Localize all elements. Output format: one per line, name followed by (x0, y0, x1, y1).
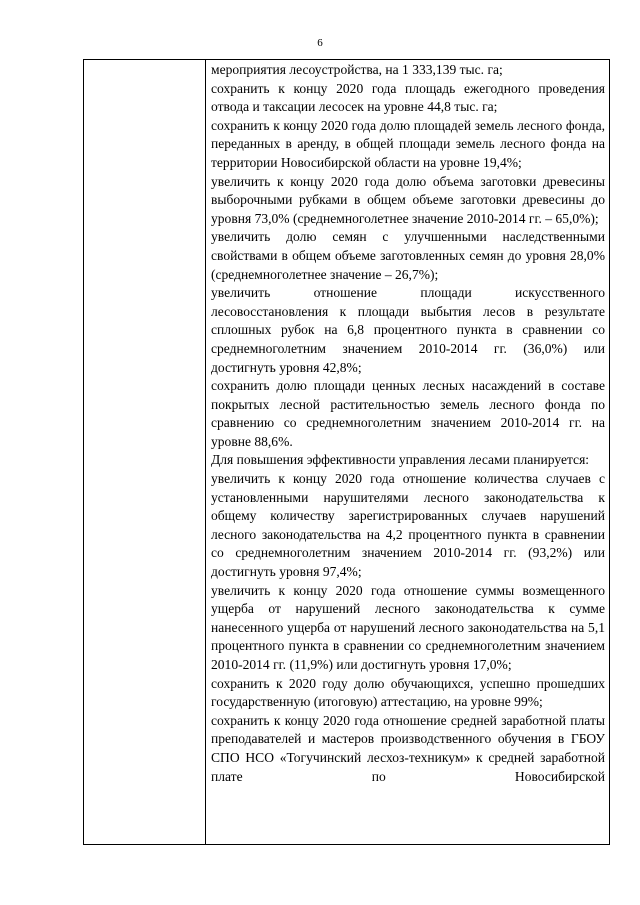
paragraph-damage-compensation: увеличить к концу 2020 года отношение суммы возмещенного ущерба от нарушений лесного законодательства к сумме нанесенного ущерба от нарушений лесного законодательства на 5,1 процентного пункта в сравнении со среднемноголетним значением 2010-2014 гг. (11,9%) или достигнуть уровня 17,0%; (211, 582, 605, 672)
paragraph-valuable-stands: сохранить долю площади ценных лесных насаждений в составе покрытых лесной растительностью земель лесного фонда по сравнению со среднемноголетним значением 2010-2014 гг. на уровне 88,6%. (211, 378, 605, 449)
table-right-cell (206, 60, 609, 844)
paragraph-teacher-salary: сохранить к концу 2020 года отношение средней заработной платы преподавателей и мастеров производственного обучения в ГБОУ СПО НСО «Тогучинский лесхоз-техникум» к средней заработной плате по Новосибирской (211, 712, 605, 784)
paragraph-students-attestation: сохранить к 2020 году долю обучающихся, успешно прошедших государственную (итоговую) аттестацию, на уровне 99%; (211, 675, 605, 710)
paragraph-violation-cases: увеличить к концу 2020 года отношение количества случаев с установленными нарушителями лесного законодательства к общему количеству зарегистрированных случаев нарушений лесного законодательства на 4,2 процентного пункта в сравнении со среднемноголетним значением 2010-2014 гг. (93,2%) или достигнуть уровня 97,4%; (211, 471, 605, 580)
table-left-cell (84, 60, 206, 844)
paragraph-improved-seeds: увеличить долю семян с улучшенными наследственными свойствами в общем объеме заготовленных семян до уровня 28,0% (среднемноголетнее значение – 26,7%); (211, 229, 605, 282)
page-number: 6 (317, 37, 323, 49)
paragraph-selective-logging: увеличить к концу 2020 года долю объема заготовки древесины выборочными рубками в общем объеме заготовки древесины до уровня 73,0% (среднемноголетнее значение 2010-2014 гг. – 65,0%); (211, 173, 605, 226)
paragraph-management-heading: Для повышения эффективности управления лесами планируется: (211, 452, 590, 468)
program-table (83, 59, 610, 845)
paragraph-logging-area: сохранить к концу 2020 года площадь ежегодного проведения отвода и таксации лесосек на уровне 44,8 тыс. га; (211, 80, 605, 115)
paragraph-reforestation: увеличить отношение площади искусственного лесовосстановления к площади выбытия лесов в результате сплошных рубок на 6,8 процентного пункта в сравнении со среднемноголетним значением 2010-2014 гг. (36,0%) или достигнуть уровня 42,8%; (211, 285, 605, 375)
paragraph-forest-management: мероприятия лесоустройства, на 1 333,139 тыс. га; (211, 62, 503, 77)
paragraph-lease-share: сохранить к концу 2020 года долю площадей земель лесного фонда, переданных в аренду, в общей площади земель лесного фонда на территории Новосибирской области на уровне 19,4%; (211, 117, 605, 170)
